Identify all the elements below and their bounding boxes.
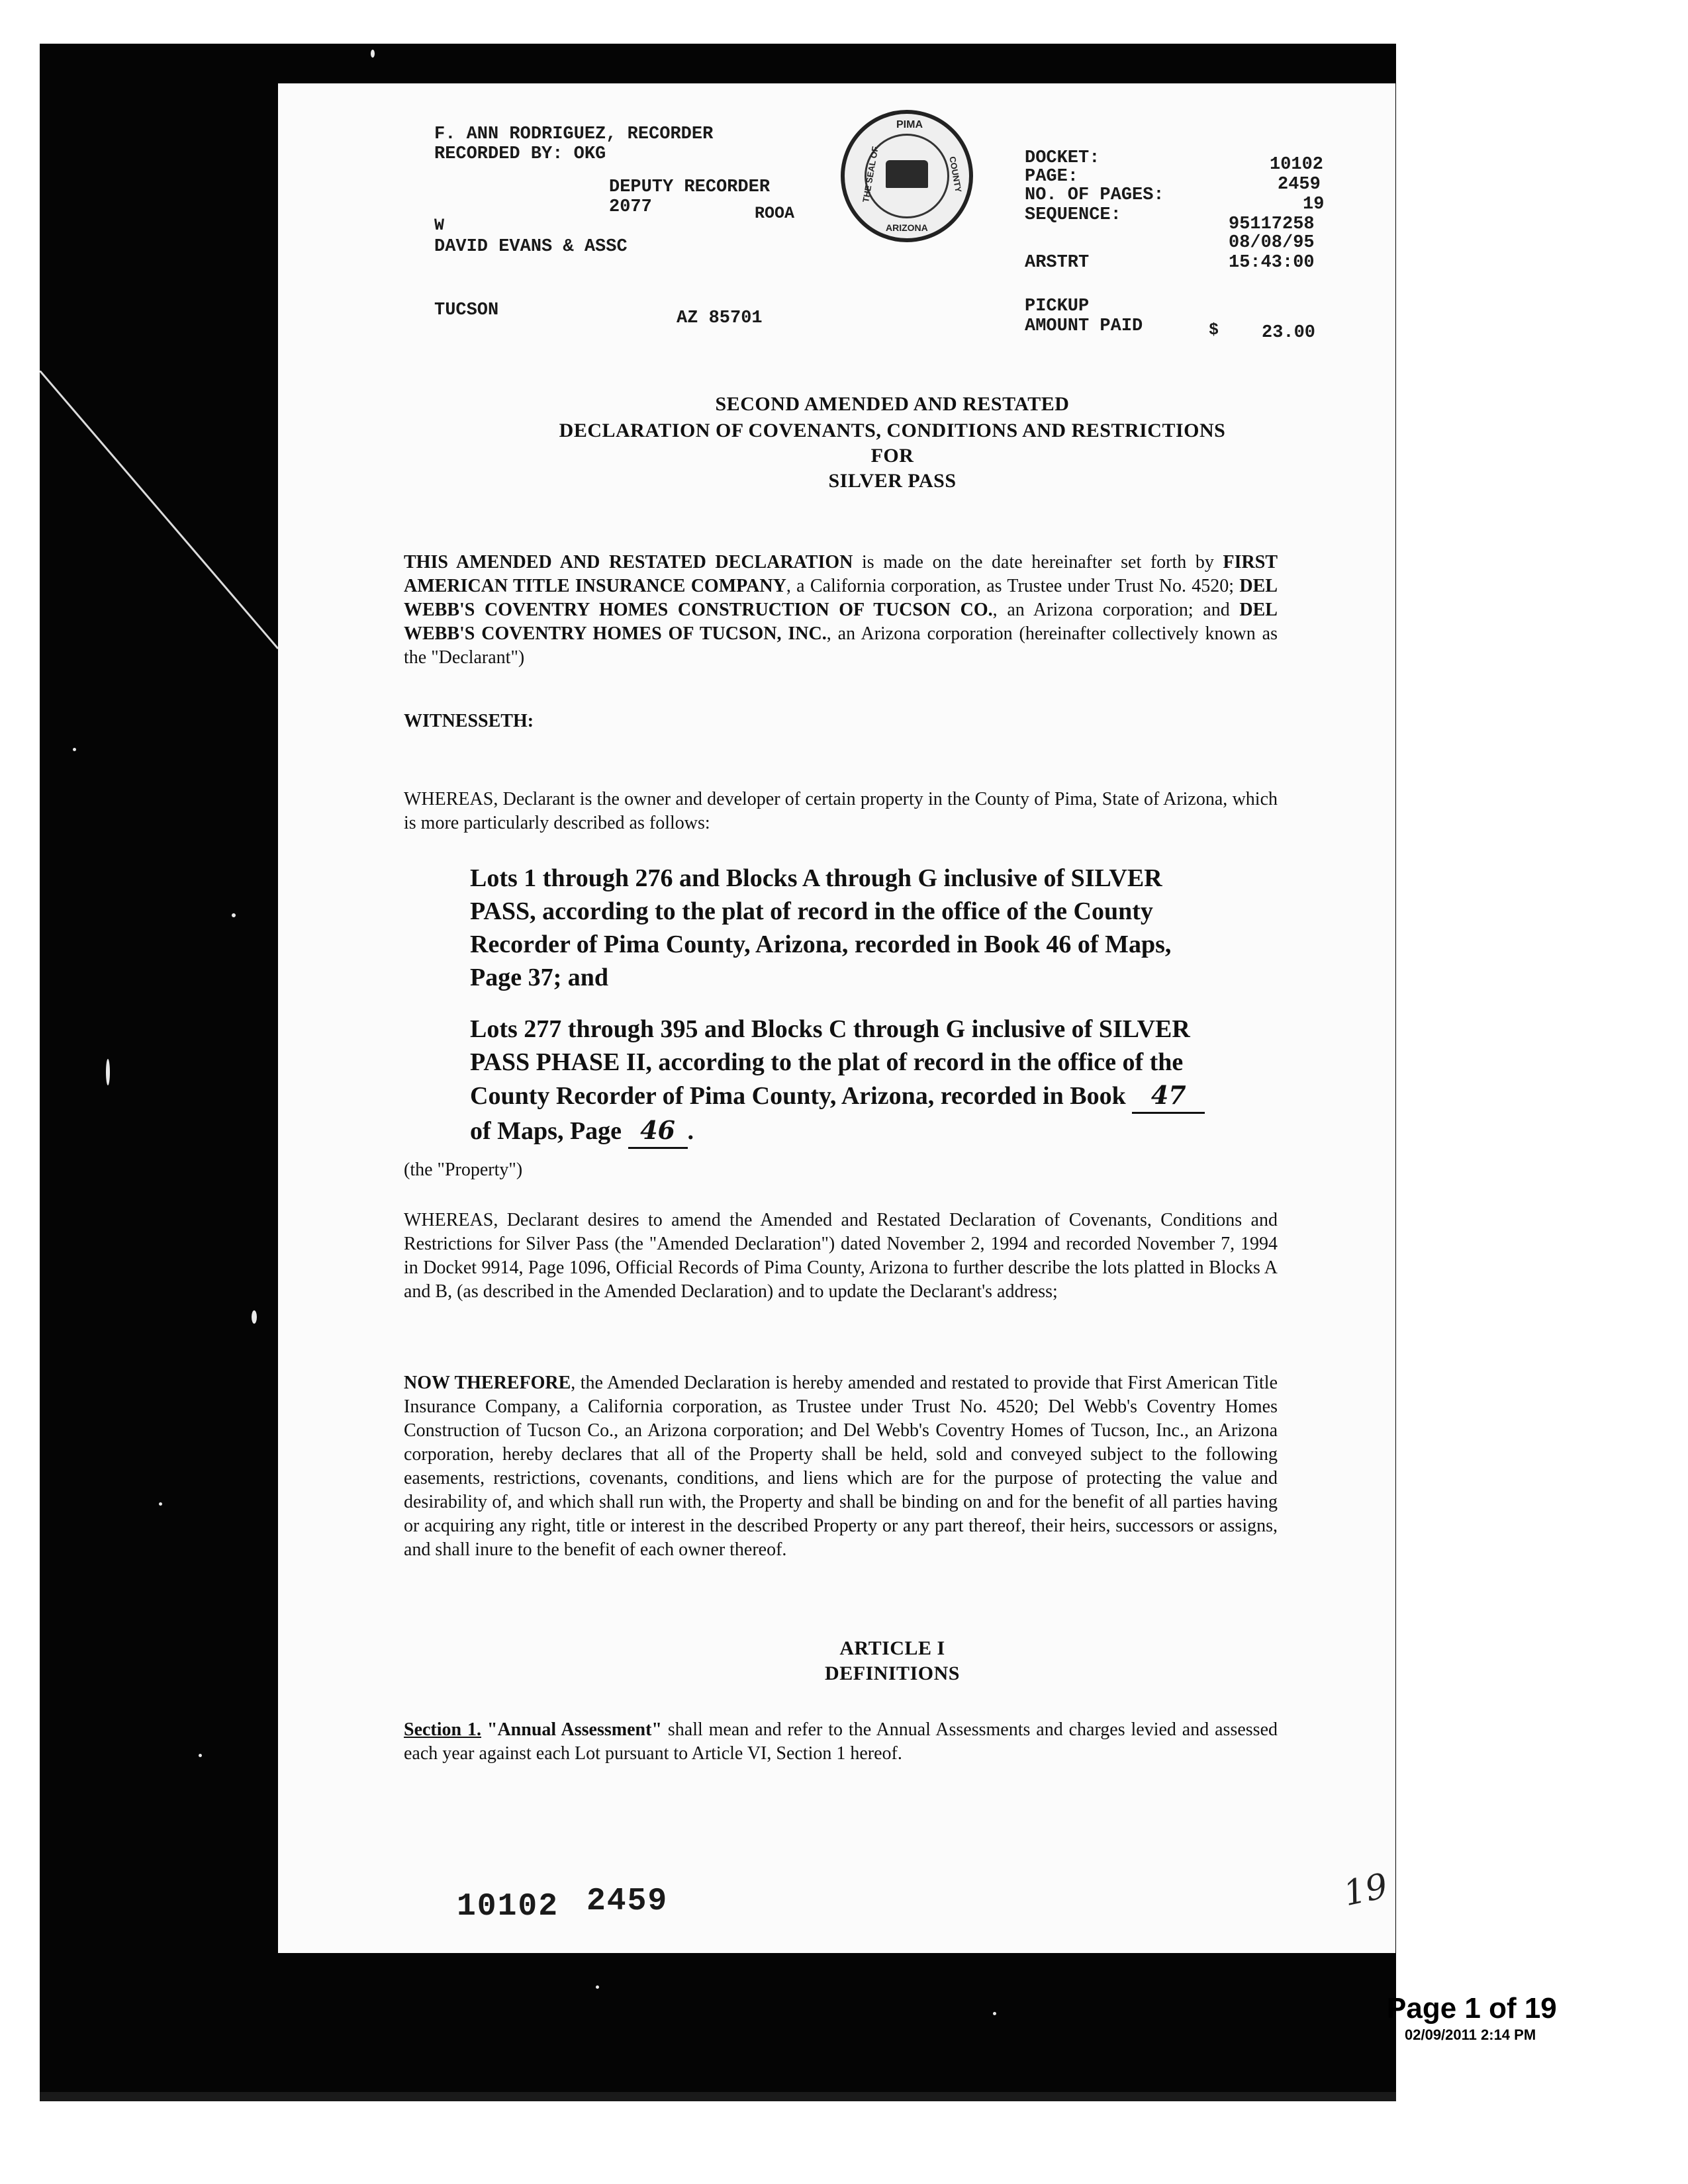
section-1-paragraph: [404, 1718, 1278, 1766]
recorder-city: TUCSON: [434, 300, 499, 320]
property-label: (the "Property"): [404, 1160, 523, 1180]
intro-text: , an Arizona corporation; and: [992, 600, 1240, 620]
intro-text: , a California corporation, as Trustee under Trust No. 4520;: [786, 576, 1240, 596]
scan-speck: [993, 2012, 996, 2015]
document-page: [278, 83, 1395, 1953]
whereas-paragraph-1: WHEREAS, Declarant is the owner and developer of certain property in the County of Pima, State of Arizona, which is more particularly described as follows:: [404, 789, 1278, 833]
recorder-rooa: ROOA: [755, 204, 795, 223]
handwritten-book-number: 47: [1132, 1079, 1205, 1114]
page-counter: Page 1 of 19: [1387, 1992, 1557, 2025]
sequence-value: 95117258: [1229, 214, 1315, 234]
scan-bottom-border: [40, 1953, 1396, 2092]
scan-diagonal-streak: [40, 371, 278, 662]
title-line-4: SILVER PASS: [828, 470, 957, 492]
intro-paragraph: [404, 551, 1278, 670]
corner-handwritten-mark: 19: [1340, 1866, 1391, 1915]
scan-left-border: [40, 44, 278, 1953]
now-therefore-paragraph: [404, 1371, 1278, 1562]
witnesseth-heading: WITNESSETH:: [404, 711, 534, 731]
scan-bottom-strip: [40, 2092, 1396, 2101]
currency-symbol: $: [1209, 320, 1219, 340]
county-seal: [841, 110, 973, 242]
title-line-3: FOR: [870, 445, 914, 467]
amount-paid-value: 23.00: [1262, 323, 1316, 343]
lots-description-1: Lots 1 through 276 and Blocks A through G inclusive of SILVER PASS, according to the plat of record in the office of the County Recorder of Pima County, Arizona, recorded in Book 46 of Maps, Page 37; and: [470, 864, 1172, 991]
whereas-paragraph-2: WHEREAS, Declarant desires to amend the Amended and Restated Declaration of Covenants, Conditions and Restrictions for Silver Pass (the "Amended Declaration") dated November 2, 1994 and recorded November 7, 1994 in Docket 9914, Page 1096, Official Records of Pima County, Arizona to further describe the lots platted in Blocks A and B, (as described in the Amended Declaration) and to update the Declarant's address;: [404, 1210, 1278, 1302]
now-therefore-lead: NOW THEREFORE: [404, 1373, 571, 1393]
article-subheading: DEFINITIONS: [825, 1662, 960, 1684]
recorded-party: DAVID EVANS & ASSC: [434, 237, 628, 257]
stamp-page-number: 2459: [586, 1884, 669, 1919]
recorded-by: RECORDED BY: OKG: [434, 144, 606, 164]
stamp-docket-number: 10102: [457, 1889, 559, 1925]
lots-2-text: Lots 277 through 395 and Blocks C through G inclusive of SILVER PASS PHASE II, according to the plat of record in the office of the County Recorder of Pima County, Arizona, recorded in Book: [470, 1015, 1190, 1110]
deputy-recorder: DEPUTY RECORDER: [609, 177, 771, 197]
arstrt-label: ARSTRT: [1025, 253, 1090, 273]
seal-emblem-icon: [886, 160, 928, 188]
amount-paid-label: AMOUNT PAID: [1025, 316, 1143, 336]
no-of-pages-label: NO. OF PAGES:: [1025, 185, 1164, 205]
intro-text: , an Arizona corporation (hereinafter collectively known as the "Declarant"): [404, 623, 1278, 668]
section-1-term: "Annual Assessment": [481, 1719, 662, 1740]
recorder-w: W: [434, 216, 445, 235]
article-heading: ARTICLE I: [839, 1637, 945, 1659]
handwritten-page-number: 46: [628, 1114, 688, 1149]
intro-first-american: FIRST AMERICAN TITLE INSURANCE COMPANY: [404, 552, 1278, 596]
docket-label: DOCKET:: [1025, 148, 1100, 168]
section-1-label: Section 1.: [404, 1719, 482, 1740]
recorder-code: 2077: [609, 197, 652, 217]
seal-text-bottom: ARIZONA: [886, 222, 928, 233]
scan-speck: [371, 50, 375, 58]
lots-description-2: [470, 1013, 1218, 1149]
lots-2-maps: of Maps, Page: [470, 1117, 622, 1145]
recorder-state-zip: AZ 85701: [677, 308, 763, 328]
page-label: PAGE:: [1025, 167, 1079, 187]
docket-value: 10102: [1270, 155, 1324, 175]
intro-text: is made on the date hereinafter set forth by: [853, 552, 1223, 572]
scan-speck: [159, 1502, 162, 1506]
seal-text-top: PIMA: [896, 119, 923, 130]
scan-speck: [106, 1059, 110, 1085]
scan-speck: [232, 913, 236, 917]
title-line-1: SECOND AMENDED AND RESTATED: [715, 393, 1070, 415]
intro-del-webb-homes: DEL WEBB'S COVENTRY HOMES OF TUCSON, INC.: [404, 600, 1278, 644]
scan-speck: [252, 1310, 257, 1324]
intro-declaration-name: THIS AMENDED AND RESTATED DECLARATION: [404, 552, 853, 572]
intro-del-webb-construction: DEL WEBB'S COVENTRY HOMES CONSTRUCTION OF TUCSON CO.: [404, 576, 1278, 620]
lots-2-end: .: [687, 1117, 694, 1145]
recorded-time: 15:43:00: [1229, 253, 1315, 273]
scan-speck: [596, 1985, 599, 1989]
seal-text-left: THE SEAL OF: [861, 145, 880, 204]
pickup-label: PICKUP: [1025, 296, 1090, 316]
title-line-2: DECLARATION OF COVENANTS, CONDITIONS AND RESTRICTIONS: [559, 420, 1226, 441]
no-of-pages-value: 19: [1303, 195, 1325, 214]
recorded-date: 08/08/95: [1229, 233, 1315, 253]
section-1-text: shall mean and refer to the Annual Assessments and charges levied and assessed each year against each Lot pursuant to Article VI, Section 1 hereof.: [404, 1719, 1278, 1764]
seal-text-right: COUNTY: [947, 156, 964, 193]
scan-speck: [199, 1754, 202, 1757]
page-value: 2459: [1278, 175, 1321, 195]
scan-speck: [73, 748, 76, 751]
print-datetime: 02/09/2011 2:14 PM: [1405, 2026, 1536, 2043]
now-therefore-text: , the Amended Declaration is hereby amended and restated to provide that First American Title Insurance Company, a California corporation, as Trustee under Trust No. 4520; Del Webb's Coventry Homes Construction of Tucson Co., an Arizona corporation; and Del Webb's Coventry Homes of Tucson, Inc., an Arizona corporation, hereby declares that all of the Property shall be held, sold and conveyed subject to the following easements, restrictions, covenants, conditions, and liens which are for the purpose of protecting the value and desirability of, and which shall run with, the Property and shall be binding on and for the benefit of all parties having or acquiring any right, title or interest in the described Property or any part thereof, their heirs, successors or assigns, and shall inure to the benefit of each owner thereof.: [404, 1373, 1278, 1560]
recorder-name: F. ANN RODRIGUEZ, RECORDER: [434, 124, 714, 144]
sequence-label: SEQUENCE:: [1025, 205, 1121, 225]
